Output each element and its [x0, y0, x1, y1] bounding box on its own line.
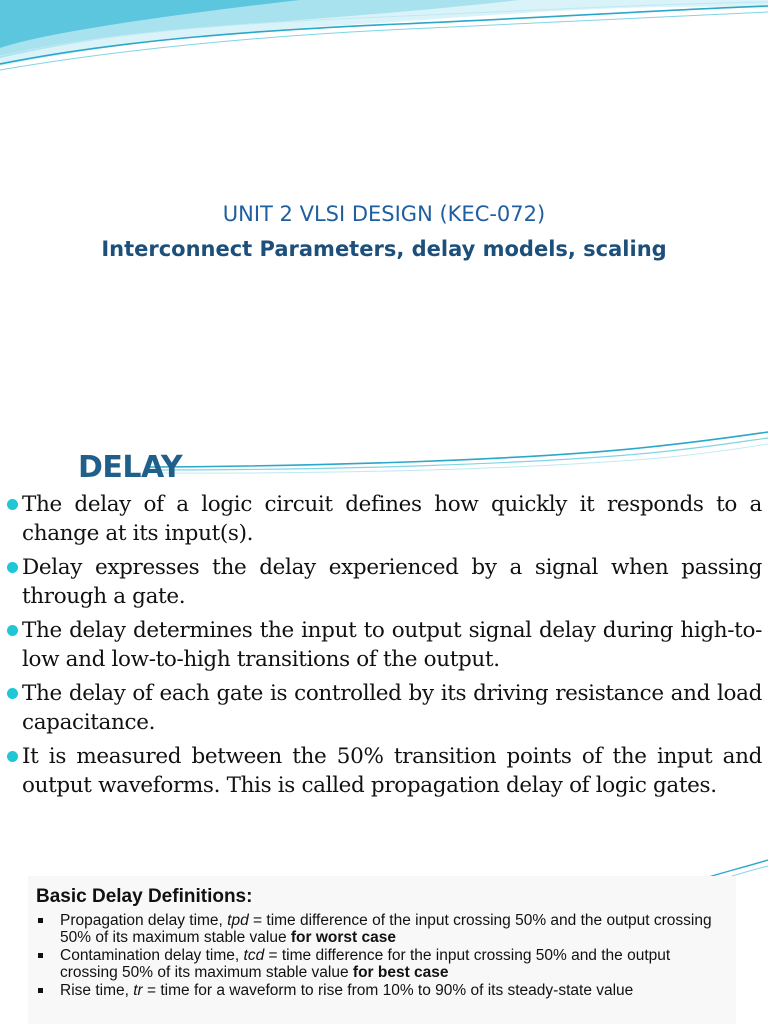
square-bullet-icon: [38, 918, 43, 923]
bullet-dot-icon: [7, 499, 18, 510]
definition-item: Contamination delay time, tcd = time difference for the input crossing 50% and the output crossing 50% of its maximum stable value for best case: [36, 947, 726, 981]
bullet-item: The delay of a logic circuit defines how quickly it responds to a change at its input(s).: [0, 490, 768, 548]
bullet-dot-icon: [7, 625, 18, 636]
unit-title: UNIT 2 VLSI DESIGN (KEC-072): [222, 202, 546, 226]
bullet-item: The delay determines the input to output signal delay during high-to-low and low-to-high transitions of the output.: [0, 616, 768, 674]
definitions-list: [36, 912, 726, 1000]
bullet-item: It is measured between the 50% transition points of the input and output waveforms. This is called propagation delay of logic gates.: [0, 742, 768, 800]
delay-definitions-image: [28, 876, 736, 1024]
title-slide: [0, 0, 768, 420]
top-wave-decoration: [0, 0, 768, 90]
square-bullet-icon: [38, 953, 43, 958]
bullet-item: The delay of each gate is controlled by its driving resistance and load capacitance.: [0, 679, 768, 737]
slide-heading: DELAY: [78, 450, 183, 485]
bullet-item: Delay expresses the delay experienced by a signal when passing through a gate.: [0, 553, 768, 611]
bullet-dot-icon: [7, 751, 18, 762]
definitions-title: Basic Delay Definitions:: [36, 886, 253, 907]
bullet-dot-icon: [7, 688, 18, 699]
square-bullet-icon: [38, 988, 43, 993]
definition-item: Rise time, tr = time for a waveform to rise from 10% to 90% of its steady-state value: [36, 982, 726, 999]
delay-slide: [0, 420, 768, 1024]
slide-subtitle: Interconnect Parameters, delay models, scaling: [101, 237, 667, 261]
definition-item: Propagation delay time, tpd = time difference of the input crossing 50% and the output crossing 50% of its maximum stable value for worst case: [36, 912, 726, 946]
bullet-dot-icon: [7, 562, 18, 573]
bullet-list: [0, 490, 768, 805]
